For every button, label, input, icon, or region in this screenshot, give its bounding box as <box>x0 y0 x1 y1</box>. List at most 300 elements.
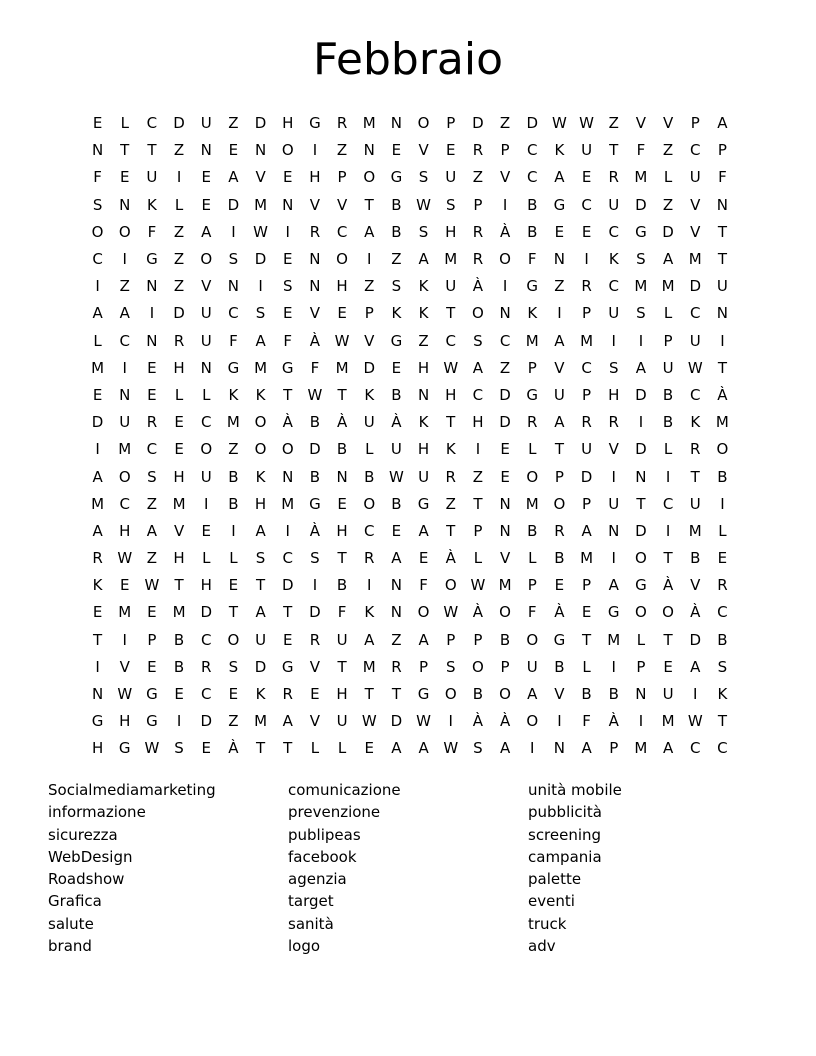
grid-cell[interactable]: C <box>92 250 103 269</box>
grid-cell[interactable]: N <box>200 358 212 377</box>
grid-cell[interactable]: P <box>147 630 157 649</box>
grid-cell[interactable]: T <box>473 494 483 513</box>
grid-cell[interactable]: B <box>336 576 348 595</box>
grid-cell[interactable]: M <box>335 358 349 377</box>
grid-cell[interactable]: U <box>390 440 402 459</box>
grid-cell[interactable]: S <box>147 467 157 486</box>
grid-cell[interactable]: G <box>607 603 620 622</box>
grid-cell[interactable]: F <box>718 168 727 187</box>
grid-cell[interactable]: M <box>634 168 648 187</box>
grid-cell[interactable]: O <box>499 685 511 704</box>
grid-cell[interactable]: À <box>662 576 674 595</box>
grid-cell[interactable]: M <box>525 331 539 350</box>
grid-cell[interactable]: T <box>717 222 727 241</box>
grid-cell[interactable]: T <box>337 385 347 404</box>
grid-cell[interactable]: R <box>608 413 619 432</box>
grid-cell[interactable]: I <box>720 331 725 350</box>
grid-cell[interactable]: E <box>717 549 728 568</box>
grid-cell[interactable]: I <box>231 521 236 540</box>
grid-cell[interactable]: D <box>635 385 647 404</box>
grid-cell[interactable]: V <box>309 304 321 323</box>
grid-cell[interactable]: O <box>526 630 539 649</box>
grid-cell[interactable]: R <box>146 413 158 432</box>
grid-cell[interactable]: H <box>119 521 131 540</box>
grid-cell[interactable]: E <box>418 549 429 568</box>
grid-cell[interactable]: T <box>228 603 238 622</box>
grid-cell[interactable]: F <box>93 168 102 187</box>
grid-cell[interactable]: E <box>174 440 184 459</box>
grid-cell[interactable]: E <box>174 413 184 432</box>
grid-cell[interactable]: C <box>581 195 592 214</box>
grid-cell[interactable]: W <box>443 739 459 758</box>
grid-cell[interactable]: A <box>662 739 674 758</box>
grid-cell[interactable]: E <box>283 630 293 649</box>
grid-cell[interactable]: C <box>282 549 293 568</box>
grid-cell[interactable]: N <box>716 195 729 214</box>
grid-cell[interactable]: L <box>337 739 347 758</box>
grid-cell[interactable]: E <box>581 603 592 622</box>
grid-cell[interactable]: R <box>717 576 728 595</box>
grid-cell[interactable]: G <box>390 168 403 187</box>
grid-cell[interactable]: W <box>579 114 594 133</box>
grid-cell[interactable]: D <box>635 440 647 459</box>
grid-cell[interactable]: I <box>95 657 100 676</box>
grid-cell[interactable]: À <box>336 413 348 432</box>
grid-cell[interactable]: W <box>307 385 323 404</box>
grid-cell[interactable]: G <box>146 685 158 704</box>
grid-cell[interactable]: L <box>663 168 673 187</box>
grid-cell[interactable]: R <box>92 549 103 568</box>
grid-cell[interactable]: D <box>254 657 267 676</box>
grid-cell[interactable]: V <box>364 331 375 350</box>
grid-cell[interactable]: S <box>473 331 483 350</box>
grid-cell[interactable]: K <box>364 603 375 622</box>
grid-cell[interactable]: A <box>472 358 484 377</box>
grid-cell[interactable]: S <box>418 222 429 241</box>
grid-cell[interactable]: N <box>499 494 511 513</box>
grid-cell[interactable]: M <box>688 250 702 269</box>
grid-cell[interactable]: Z <box>173 222 185 241</box>
grid-cell[interactable]: Z <box>499 114 511 133</box>
grid-cell[interactable]: U <box>119 413 131 432</box>
grid-cell[interactable]: V <box>608 440 619 459</box>
grid-cell[interactable]: T <box>446 413 456 432</box>
grid-cell[interactable]: I <box>720 494 725 513</box>
grid-cell[interactable]: I <box>611 331 616 350</box>
grid-cell[interactable]: P <box>419 657 429 676</box>
grid-cell[interactable]: O <box>417 603 430 622</box>
grid-cell[interactable]: B <box>391 195 402 214</box>
grid-cell[interactable]: A <box>418 739 429 758</box>
grid-cell[interactable]: À <box>608 712 619 731</box>
grid-cell[interactable]: B <box>554 549 565 568</box>
grid-cell[interactable]: E <box>147 358 157 377</box>
grid-cell[interactable]: E <box>174 685 184 704</box>
grid-cell[interactable]: O <box>227 630 240 649</box>
grid-cell[interactable]: R <box>173 331 185 350</box>
grid-cell[interactable]: T <box>283 603 293 622</box>
grid-cell[interactable]: C <box>527 168 538 187</box>
grid-cell[interactable]: À <box>228 739 239 758</box>
grid-cell[interactable]: M <box>172 603 186 622</box>
grid-cell[interactable]: L <box>473 549 483 568</box>
grid-cell[interactable]: I <box>611 657 616 676</box>
grid-cell[interactable]: E <box>391 358 402 377</box>
grid-cell[interactable]: I <box>557 712 562 731</box>
grid-cell[interactable]: O <box>363 168 376 187</box>
grid-cell[interactable]: B <box>472 685 484 704</box>
grid-cell[interactable]: M <box>254 358 268 377</box>
grid-cell[interactable]: I <box>367 576 372 595</box>
grid-cell[interactable]: À <box>499 712 511 731</box>
grid-cell[interactable]: C <box>445 331 456 350</box>
grid-cell[interactable]: O <box>363 494 376 513</box>
grid-cell[interactable]: B <box>554 657 565 676</box>
grid-cell[interactable]: M <box>580 549 594 568</box>
grid-cell[interactable]: D <box>309 603 321 622</box>
grid-cell[interactable]: T <box>690 467 700 486</box>
grid-cell[interactable]: H <box>200 576 212 595</box>
grid-cell[interactable]: Z <box>418 331 429 350</box>
grid-cell[interactable]: L <box>229 549 238 568</box>
grid-cell[interactable]: D <box>200 712 213 731</box>
grid-cell[interactable]: P <box>717 141 727 160</box>
grid-cell[interactable]: U <box>445 168 457 187</box>
grid-cell[interactable]: U <box>553 385 565 404</box>
grid-cell[interactable]: E <box>147 603 157 622</box>
grid-cell[interactable]: V <box>499 168 511 187</box>
grid-cell[interactable]: À <box>282 413 293 432</box>
grid-cell[interactable]: À <box>499 222 511 241</box>
grid-cell[interactable]: W <box>443 358 459 377</box>
grid-cell[interactable]: G <box>309 114 321 133</box>
grid-cell[interactable]: R <box>336 114 348 133</box>
grid-cell[interactable]: T <box>581 630 592 649</box>
grid-cell[interactable]: M <box>172 494 186 513</box>
grid-cell[interactable]: E <box>147 657 157 676</box>
grid-cell[interactable]: A <box>418 630 429 649</box>
grid-cell[interactable]: H <box>472 413 484 432</box>
grid-cell[interactable]: K <box>527 304 538 323</box>
grid-cell[interactable]: T <box>446 304 456 323</box>
grid-cell[interactable]: C <box>146 114 158 133</box>
grid-cell[interactable]: P <box>554 467 564 486</box>
grid-cell[interactable]: T <box>636 494 646 513</box>
grid-cell[interactable]: V <box>309 657 321 676</box>
grid-cell[interactable]: M <box>634 277 648 296</box>
grid-cell[interactable]: F <box>283 331 293 350</box>
grid-cell[interactable]: M <box>362 114 376 133</box>
grid-cell[interactable]: I <box>638 413 644 432</box>
grid-cell[interactable]: K <box>690 413 701 432</box>
grid-cell[interactable]: K <box>418 413 429 432</box>
grid-cell[interactable]: E <box>391 141 402 160</box>
grid-cell[interactable]: Z <box>173 141 185 160</box>
grid-cell[interactable]: B <box>581 685 592 704</box>
grid-cell[interactable]: H <box>173 549 185 568</box>
grid-cell[interactable]: U <box>608 494 620 513</box>
grid-cell[interactable]: Z <box>499 358 511 377</box>
grid-cell[interactable]: R <box>608 168 619 187</box>
grid-cell[interactable]: N <box>119 195 131 214</box>
grid-cell[interactable]: I <box>122 630 127 649</box>
grid-cell[interactable]: V <box>173 521 185 540</box>
grid-cell[interactable]: À <box>309 331 321 350</box>
grid-cell[interactable]: N <box>553 250 566 269</box>
grid-cell[interactable]: N <box>309 277 321 296</box>
grid-cell[interactable]: R <box>690 440 701 459</box>
grid-cell[interactable]: W <box>388 467 404 486</box>
grid-cell[interactable]: Z <box>608 114 619 133</box>
grid-cell[interactable]: O <box>281 141 294 160</box>
grid-cell[interactable]: N <box>499 521 511 540</box>
grid-cell[interactable]: I <box>611 467 616 486</box>
grid-cell[interactable]: D <box>281 576 294 595</box>
grid-cell[interactable]: M <box>254 712 268 731</box>
grid-cell[interactable]: N <box>309 250 321 269</box>
grid-cell[interactable]: W <box>416 195 431 214</box>
grid-cell[interactable]: C <box>662 494 674 513</box>
grid-cell[interactable]: P <box>582 385 592 404</box>
grid-cell[interactable]: T <box>255 739 266 758</box>
grid-cell[interactable]: R <box>391 657 402 676</box>
grid-cell[interactable]: O <box>635 549 647 568</box>
grid-cell[interactable]: S <box>255 549 266 568</box>
grid-cell[interactable]: U <box>200 304 212 323</box>
grid-cell[interactable]: D <box>472 114 484 133</box>
grid-cell[interactable]: Z <box>391 250 402 269</box>
grid-cell[interactable]: E <box>391 521 402 540</box>
grid-cell[interactable]: W <box>117 549 133 568</box>
grid-cell[interactable]: E <box>201 521 211 540</box>
grid-cell[interactable]: E <box>364 739 374 758</box>
grid-cell[interactable]: Z <box>662 141 674 160</box>
grid-cell[interactable]: U <box>200 467 212 486</box>
grid-cell[interactable]: P <box>582 576 592 595</box>
grid-cell[interactable]: O <box>417 114 430 133</box>
grid-cell[interactable]: F <box>419 576 428 595</box>
grid-cell[interactable]: I <box>95 277 100 296</box>
grid-cell[interactable]: M <box>118 440 132 459</box>
grid-cell[interactable]: E <box>228 141 239 160</box>
grid-cell[interactable]: D <box>689 277 702 296</box>
grid-cell[interactable]: L <box>202 385 211 404</box>
grid-cell[interactable]: E <box>337 494 347 513</box>
grid-cell[interactable]: P <box>527 576 537 595</box>
grid-cell[interactable]: K <box>391 304 402 323</box>
grid-cell[interactable]: C <box>717 739 728 758</box>
grid-cell[interactable]: A <box>92 304 103 323</box>
grid-cell[interactable]: C <box>499 331 511 350</box>
grid-cell[interactable]: A <box>717 114 728 133</box>
grid-cell[interactable]: S <box>92 195 103 214</box>
grid-cell[interactable]: Z <box>228 712 239 731</box>
grid-cell[interactable]: H <box>336 277 348 296</box>
grid-cell[interactable]: B <box>173 657 185 676</box>
grid-cell[interactable]: A <box>418 250 429 269</box>
grid-cell[interactable]: I <box>693 685 698 704</box>
grid-cell[interactable]: Z <box>445 494 456 513</box>
grid-cell[interactable]: W <box>551 114 567 133</box>
grid-cell[interactable]: I <box>95 440 100 459</box>
grid-cell[interactable]: O <box>499 250 511 269</box>
grid-cell[interactable]: E <box>500 467 510 486</box>
grid-cell[interactable]: À <box>445 549 456 568</box>
grid-cell[interactable]: S <box>282 277 293 296</box>
grid-cell[interactable]: G <box>309 494 321 513</box>
grid-cell[interactable]: G <box>390 331 403 350</box>
grid-cell[interactable]: B <box>391 222 402 241</box>
grid-cell[interactable]: I <box>122 250 127 269</box>
grid-cell[interactable]: R <box>472 250 484 269</box>
grid-cell[interactable]: I <box>367 250 372 269</box>
grid-cell[interactable]: U <box>689 168 701 187</box>
grid-cell[interactable]: B <box>309 467 321 486</box>
grid-cell[interactable]: V <box>635 114 647 133</box>
grid-cell[interactable]: G <box>526 277 539 296</box>
grid-cell[interactable]: R <box>581 277 592 296</box>
grid-cell[interactable]: O <box>281 440 294 459</box>
grid-cell[interactable]: M <box>281 494 295 513</box>
grid-cell[interactable]: E <box>201 739 211 758</box>
grid-cell[interactable]: P <box>500 141 510 160</box>
grid-cell[interactable]: I <box>584 250 589 269</box>
grid-cell[interactable]: L <box>663 304 673 323</box>
grid-cell[interactable]: D <box>200 603 213 622</box>
grid-cell[interactable]: T <box>717 250 727 269</box>
grid-cell[interactable]: B <box>690 549 701 568</box>
grid-cell[interactable]: C <box>608 277 619 296</box>
grid-cell[interactable]: D <box>173 304 185 323</box>
grid-cell[interactable]: N <box>608 521 620 540</box>
grid-cell[interactable]: D <box>662 222 674 241</box>
grid-cell[interactable]: P <box>446 114 456 133</box>
grid-cell[interactable]: W <box>144 739 160 758</box>
grid-cell[interactable]: F <box>337 603 347 622</box>
grid-cell[interactable]: K <box>146 195 157 214</box>
grid-cell[interactable]: K <box>554 141 565 160</box>
grid-cell[interactable]: V <box>255 168 266 187</box>
grid-cell[interactable]: L <box>310 739 320 758</box>
grid-cell[interactable]: U <box>336 630 348 649</box>
grid-cell[interactable]: K <box>608 250 619 269</box>
grid-cell[interactable]: H <box>417 358 430 377</box>
grid-cell[interactable]: À <box>472 712 484 731</box>
grid-cell[interactable]: T <box>364 685 374 704</box>
grid-cell[interactable]: N <box>146 331 158 350</box>
grid-cell[interactable]: B <box>608 685 619 704</box>
grid-cell[interactable]: T <box>663 630 673 649</box>
grid-cell[interactable]: P <box>364 304 374 323</box>
grid-cell[interactable]: N <box>390 576 403 595</box>
grid-cell[interactable]: S <box>717 657 728 676</box>
grid-cell[interactable]: E <box>120 576 130 595</box>
grid-cell[interactable]: D <box>173 114 185 133</box>
grid-cell[interactable]: T <box>283 385 293 404</box>
grid-cell[interactable]: R <box>309 222 321 241</box>
grid-cell[interactable]: L <box>174 385 184 404</box>
grid-cell[interactable]: H <box>254 494 267 513</box>
grid-cell[interactable]: A <box>527 685 538 704</box>
grid-cell[interactable]: U <box>608 304 620 323</box>
grid-cell[interactable]: M <box>254 195 268 214</box>
grid-cell[interactable]: L <box>663 440 673 459</box>
grid-cell[interactable]: N <box>146 277 158 296</box>
grid-cell[interactable]: K <box>418 277 429 296</box>
grid-cell[interactable]: C <box>201 685 212 704</box>
grid-cell[interactable]: E <box>201 168 211 187</box>
grid-cell[interactable]: C <box>608 222 619 241</box>
grid-cell[interactable]: À <box>717 385 728 404</box>
grid-cell[interactable]: S <box>228 657 239 676</box>
grid-cell[interactable]: O <box>91 222 104 241</box>
grid-cell[interactable]: T <box>147 141 157 160</box>
grid-cell[interactable]: E <box>92 114 103 133</box>
grid-cell[interactable]: R <box>581 413 592 432</box>
grid-cell[interactable]: D <box>499 385 511 404</box>
grid-cell[interactable]: A <box>255 603 266 622</box>
grid-cell[interactable]: E <box>554 576 565 595</box>
grid-cell[interactable]: G <box>227 358 240 377</box>
grid-cell[interactable]: P <box>473 521 483 540</box>
grid-cell[interactable]: F <box>636 141 646 160</box>
grid-cell[interactable]: C <box>690 385 701 404</box>
grid-cell[interactable]: D <box>227 195 240 214</box>
grid-cell[interactable]: G <box>635 222 647 241</box>
grid-cell[interactable]: B <box>662 413 674 432</box>
grid-cell[interactable]: M <box>688 521 702 540</box>
grid-cell[interactable]: I <box>149 304 155 323</box>
grid-cell[interactable]: F <box>527 250 537 269</box>
grid-cell[interactable]: D <box>390 712 403 731</box>
grid-cell[interactable]: À <box>472 603 484 622</box>
grid-cell[interactable]: O <box>336 250 348 269</box>
grid-cell[interactable]: N <box>390 114 403 133</box>
grid-cell[interactable]: G <box>635 576 647 595</box>
grid-cell[interactable]: A <box>364 630 375 649</box>
grid-cell[interactable]: V <box>690 576 701 595</box>
grid-cell[interactable]: B <box>527 521 538 540</box>
grid-cell[interactable]: M <box>715 413 729 432</box>
grid-cell[interactable]: K <box>418 304 429 323</box>
grid-cell[interactable]: O <box>472 657 484 676</box>
grid-cell[interactable]: C <box>581 358 592 377</box>
grid-cell[interactable]: E <box>310 685 320 704</box>
grid-cell[interactable]: G <box>281 358 294 377</box>
grid-cell[interactable]: T <box>255 576 266 595</box>
grid-cell[interactable]: O <box>716 440 729 459</box>
grid-cell[interactable]: D <box>91 413 104 432</box>
grid-cell[interactable]: B <box>391 494 402 513</box>
grid-cell[interactable]: S <box>228 250 239 269</box>
grid-cell[interactable]: P <box>609 739 619 758</box>
grid-cell[interactable]: S <box>391 277 402 296</box>
grid-cell[interactable]: W <box>687 358 703 377</box>
grid-cell[interactable]: Z <box>336 141 348 160</box>
grid-cell[interactable]: M <box>580 331 594 350</box>
grid-cell[interactable]: B <box>662 385 674 404</box>
grid-cell[interactable]: N <box>553 739 566 758</box>
grid-cell[interactable]: H <box>445 222 457 241</box>
grid-cell[interactable]: C <box>201 413 212 432</box>
grid-cell[interactable]: K <box>255 685 266 704</box>
grid-cell[interactable]: G <box>118 739 131 758</box>
grid-cell[interactable]: S <box>473 739 483 758</box>
grid-cell[interactable]: A <box>92 521 103 540</box>
grid-cell[interactable]: F <box>310 358 320 377</box>
grid-cell[interactable]: S <box>445 657 456 676</box>
grid-cell[interactable]: F <box>147 222 157 241</box>
